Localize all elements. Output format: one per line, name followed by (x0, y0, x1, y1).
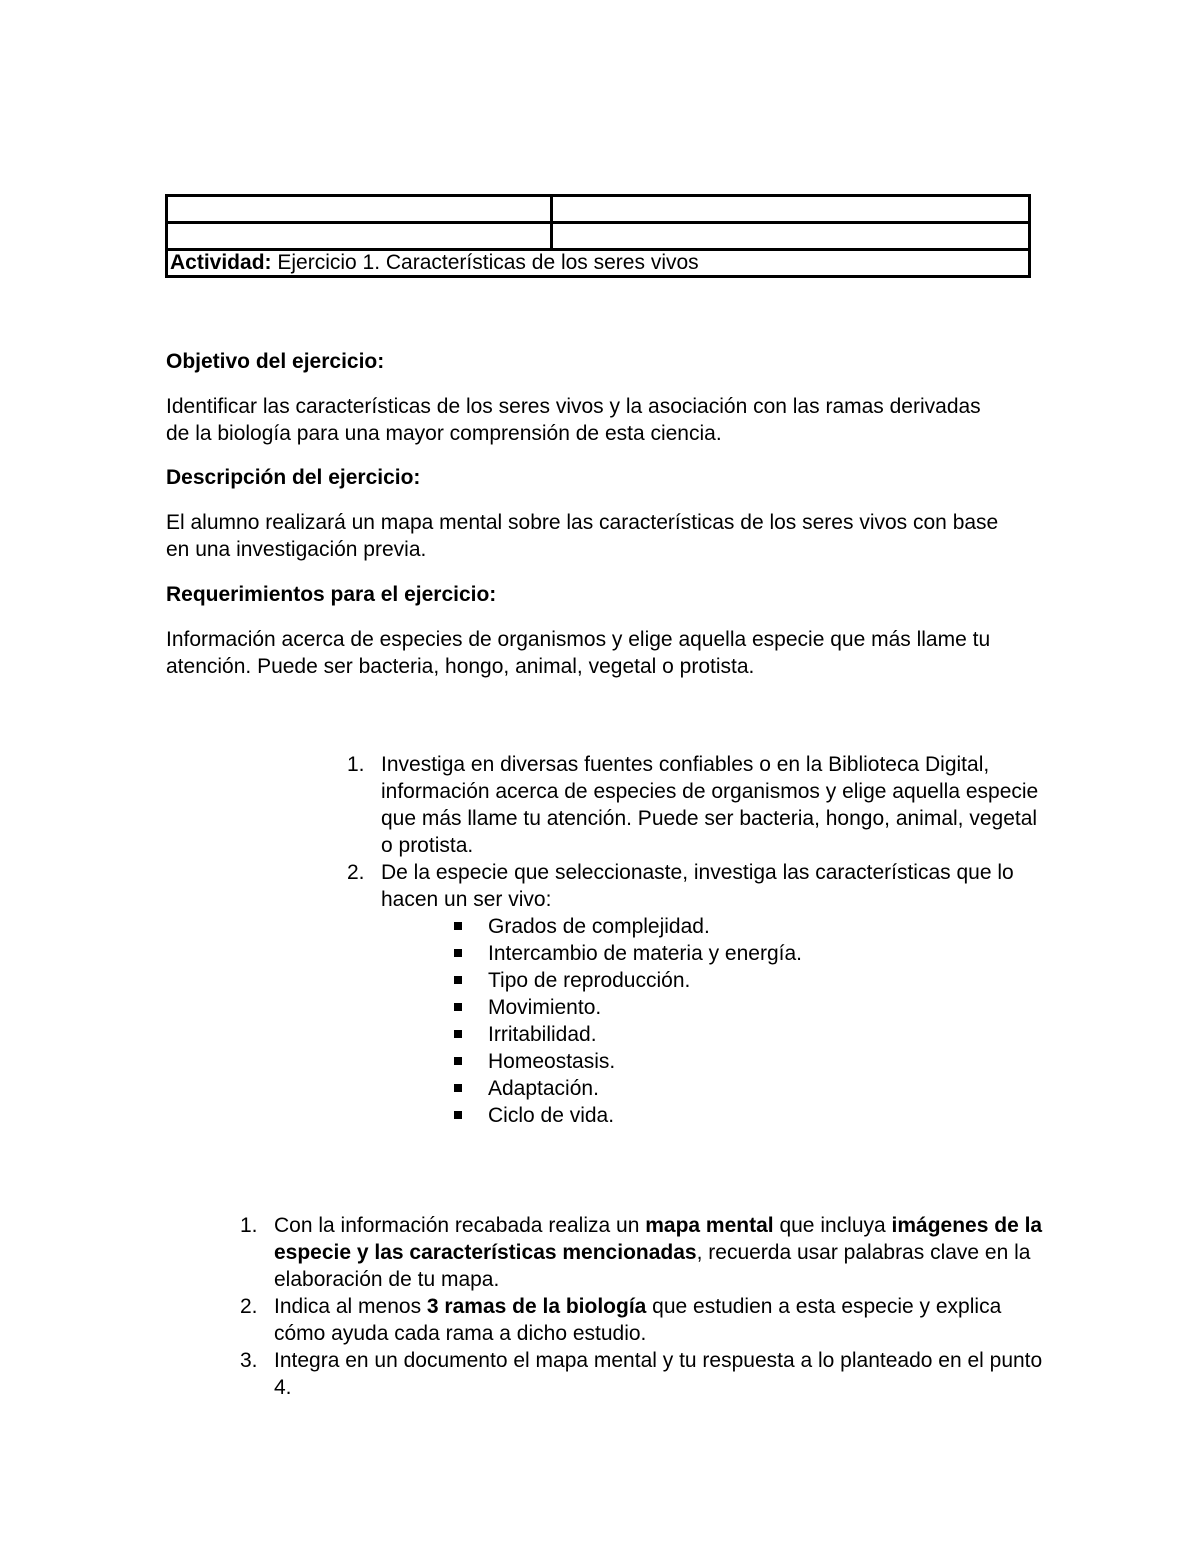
list-item-text-part: Integra en un documento el mapa mental y tu respuesta a lo planteado en el punto 4. (274, 1349, 1043, 1399)
list-item (240, 1293, 1044, 1347)
list-item-number: 3. (240, 1349, 258, 1372)
square-bullet-icon (454, 1057, 462, 1065)
list-item (240, 1347, 1044, 1401)
bullet-item (488, 967, 1041, 994)
requirements-section (166, 581, 1046, 680)
bullet-text: Irritabilidad. (488, 1023, 597, 1046)
square-bullet-icon (454, 1111, 462, 1119)
list-item-text-part: Con la información recabada realiza un (274, 1214, 646, 1237)
bullet-item (488, 1048, 1041, 1075)
bullet-item (488, 940, 1041, 967)
bullet-text: Tipo de reproducción. (488, 969, 691, 992)
square-bullet-icon (454, 976, 462, 984)
header-row-2 (167, 223, 1030, 250)
list-item-bold-text: imágenes de la especie y las características mencionadas (274, 1214, 1043, 1264)
activity-value: Ejercicio 1. Características de los seres vivos (271, 251, 699, 274)
bullet-item (488, 1075, 1041, 1102)
list-item-number: 1. (347, 753, 365, 776)
requirements-heading: Requerimientos para el ejercicio: (166, 583, 497, 606)
bullet-item (488, 913, 1041, 940)
list-item-number: 2. (240, 1295, 258, 1318)
bullet-text: Adaptación. (488, 1077, 599, 1100)
square-bullet-icon (454, 1030, 462, 1038)
header-cell-1-1 (167, 196, 552, 223)
list-item-text-part: que estudien a esta especie y explica cómo ayuda cada rama a dicho estudio. (274, 1295, 1002, 1345)
activity-cell (167, 250, 1030, 277)
steps-list-a (347, 751, 1041, 1129)
characteristics-list (381, 913, 1041, 1129)
bullet-text: Intercambio de materia y energía. (488, 942, 802, 965)
bullet-text: Ciclo de vida. (488, 1104, 615, 1127)
list-item-text-part: , recuerda usar palabras clave en la elaboración de tu mapa. (274, 1241, 1031, 1291)
square-bullet-icon (454, 1003, 462, 1011)
list-item (347, 859, 1041, 1129)
bullet-item (488, 1021, 1041, 1048)
square-bullet-icon (454, 922, 462, 930)
objective-heading: Objetivo del ejercicio: (166, 350, 385, 373)
list-item-number: 1. (240, 1214, 258, 1237)
square-bullet-icon (454, 1084, 462, 1092)
list-item-number: 2. (347, 861, 365, 884)
description-heading: Descripción del ejercicio: (166, 466, 421, 489)
requirements-text: Información acerca de especies de organismos y elige aquella especie que más llame tu atención. Puede ser bacteria, hongo, animal, vegetal o protista. (166, 628, 991, 678)
description-text: El alumno realizará un mapa mental sobre las características de los seres vivos con base en una investigación previa. (166, 511, 999, 561)
activity-label: Actividad: (170, 251, 272, 274)
list-item-bold-text: mapa mental (645, 1214, 774, 1237)
header-cell-1-2 (552, 196, 1030, 223)
header-cell-2-2 (552, 223, 1030, 250)
list-item-text: De la especie que seleccionaste, investiga las características que lo hacen un ser vivo: (381, 861, 1014, 911)
steps-list-b (240, 1212, 1044, 1401)
list-item-text: Investiga en diversas fuentes confiables o en la Biblioteca Digital, información acerca de especies de organismos y elige aquella especie que más llame tu atención. Puede ser bacteria, hongo, animal, vegetal o protista. (381, 753, 1039, 857)
list-item-text-part: que incluya (773, 1214, 892, 1237)
list-item-bold-text: 3 ramas de la biología (426, 1295, 647, 1318)
objective-text: Identificar las características de los seres vivos y la asociación con las ramas derivadas de la biología para una mayor comprensión de esta ciencia. (166, 395, 981, 445)
bullet-item (488, 1102, 1041, 1129)
header-cell-2-1 (167, 223, 552, 250)
header-row-1 (167, 196, 1030, 223)
bullet-item (488, 994, 1041, 1021)
list-item (347, 751, 1041, 859)
bullet-text: Grados de complejidad. (488, 915, 710, 938)
bullet-text: Homeostasis. (488, 1050, 616, 1073)
objective-section (166, 348, 1046, 447)
square-bullet-icon (454, 949, 462, 957)
description-section (166, 464, 1046, 563)
header-table (165, 194, 1031, 278)
list-item (240, 1212, 1044, 1293)
activity-row (167, 250, 1030, 277)
list-item-text-part: Indica al menos (274, 1295, 427, 1318)
bullet-text: Movimiento. (488, 996, 602, 1019)
